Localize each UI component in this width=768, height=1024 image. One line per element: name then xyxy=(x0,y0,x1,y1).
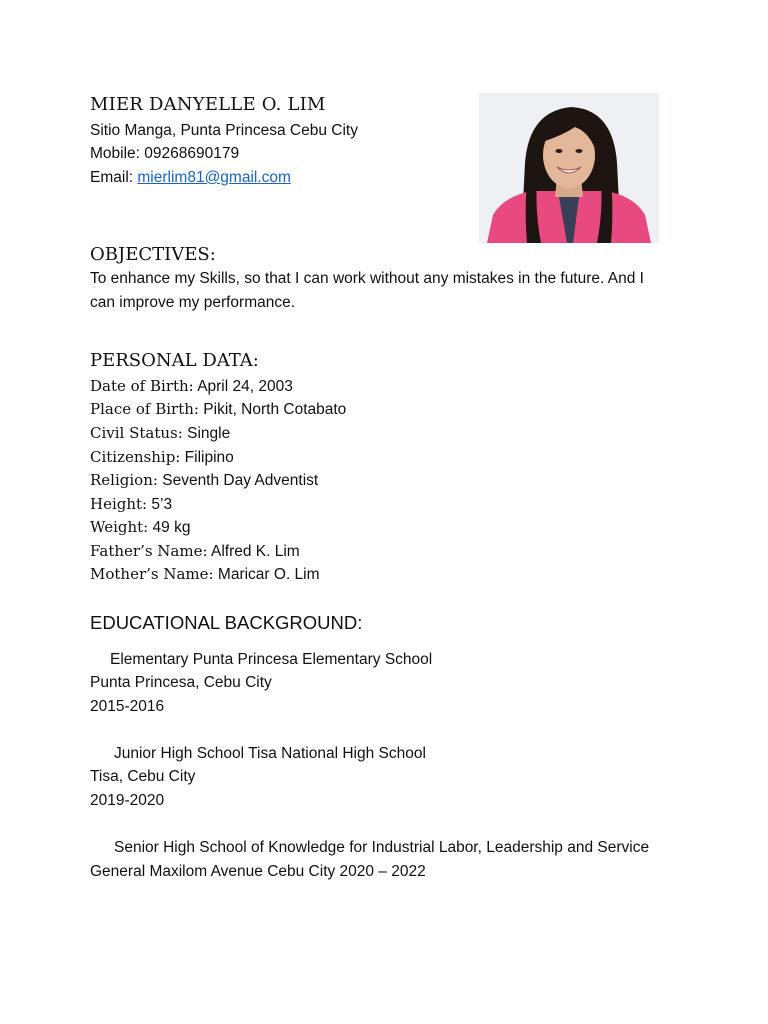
personal-item-value: Pikit, North Cotabato xyxy=(203,401,347,418)
personal-item-religion xyxy=(90,470,318,491)
personal-item-date-of-birth xyxy=(90,376,293,397)
education-elementary-location: Punta Princesa, Cebu City xyxy=(90,674,272,691)
email-link[interactable]: mierlim81@gmail.com xyxy=(137,169,291,186)
personal-item-label: Religion: xyxy=(90,471,158,489)
profile-photo xyxy=(479,93,659,243)
personal-item-value: Alfred K. Lim xyxy=(210,543,300,560)
education-elementary-years: 2015-2016 xyxy=(90,698,165,715)
personal-item-height xyxy=(90,494,172,515)
personal-item-civil-status xyxy=(90,423,230,444)
objectives-line-2: can improve my performance. xyxy=(90,294,296,311)
objectives-line-1: To enhance my Skills, so that I can work without any mistakes in the future. And I xyxy=(90,270,644,287)
applicant-name: MIER DANYELLE O. LIM xyxy=(90,94,326,115)
email-label: Email: xyxy=(90,169,134,186)
education-junior-location: Tisa, Cebu City xyxy=(90,768,196,785)
personal-item-value: 49 kg xyxy=(152,519,191,536)
personal-item-label: Place of Birth: xyxy=(90,400,199,418)
personal-item-value: Maricar O. Lim xyxy=(217,566,320,583)
personal-item-value: Seventh Day Adventist xyxy=(162,472,319,489)
address-line: Sitio Manga, Punta Princesa Cebu City xyxy=(90,122,358,139)
personal-item-weight xyxy=(90,517,190,538)
mobile-number: 09268690179 xyxy=(144,145,240,162)
education-senior-school: Senior High School of Knowledge for Industrial Labor, Leadership and Service xyxy=(114,839,650,856)
personal-item-label: Mother’s Name: xyxy=(90,565,214,583)
mobile-line xyxy=(90,144,239,164)
personal-item-label: Date of Birth: xyxy=(90,377,194,395)
personal-item-value: April 24, 2003 xyxy=(197,378,293,395)
personal-item-value: Single xyxy=(187,425,231,442)
mobile-label: Mobile: xyxy=(90,145,140,162)
personal-item-label: Citizenship: xyxy=(90,448,181,466)
personal-item-citizenship xyxy=(90,447,234,468)
profile-photo-illustration xyxy=(479,93,659,243)
objectives-heading: OBJECTIVES: xyxy=(90,244,216,265)
personal-item-label: Height: xyxy=(90,495,148,513)
education-heading: EDUCATIONAL BACKGROUND: xyxy=(90,612,363,633)
education-elementary-school: Elementary Punta Princesa Elementary School xyxy=(110,651,433,668)
personal-item-label: Father’s Name: xyxy=(90,542,208,560)
education-junior-school: Junior High School Tisa National High School xyxy=(114,745,426,762)
personal-item-mothers-name xyxy=(90,564,320,585)
email-line xyxy=(90,168,291,188)
education-senior-location-years: General Maxilom Avenue Cebu City 2020 – 2022 xyxy=(90,863,426,880)
personal-data-heading: PERSONAL DATA: xyxy=(90,350,259,371)
personal-item-value: 5’3 xyxy=(151,496,173,513)
personal-item-value: Filipino xyxy=(184,449,234,466)
personal-item-label: Weight: xyxy=(90,518,149,536)
personal-item-fathers-name xyxy=(90,541,300,562)
personal-item-label: Civil Status: xyxy=(90,424,183,442)
personal-item-place-of-birth xyxy=(90,399,346,420)
education-junior-years: 2019-2020 xyxy=(90,792,165,809)
